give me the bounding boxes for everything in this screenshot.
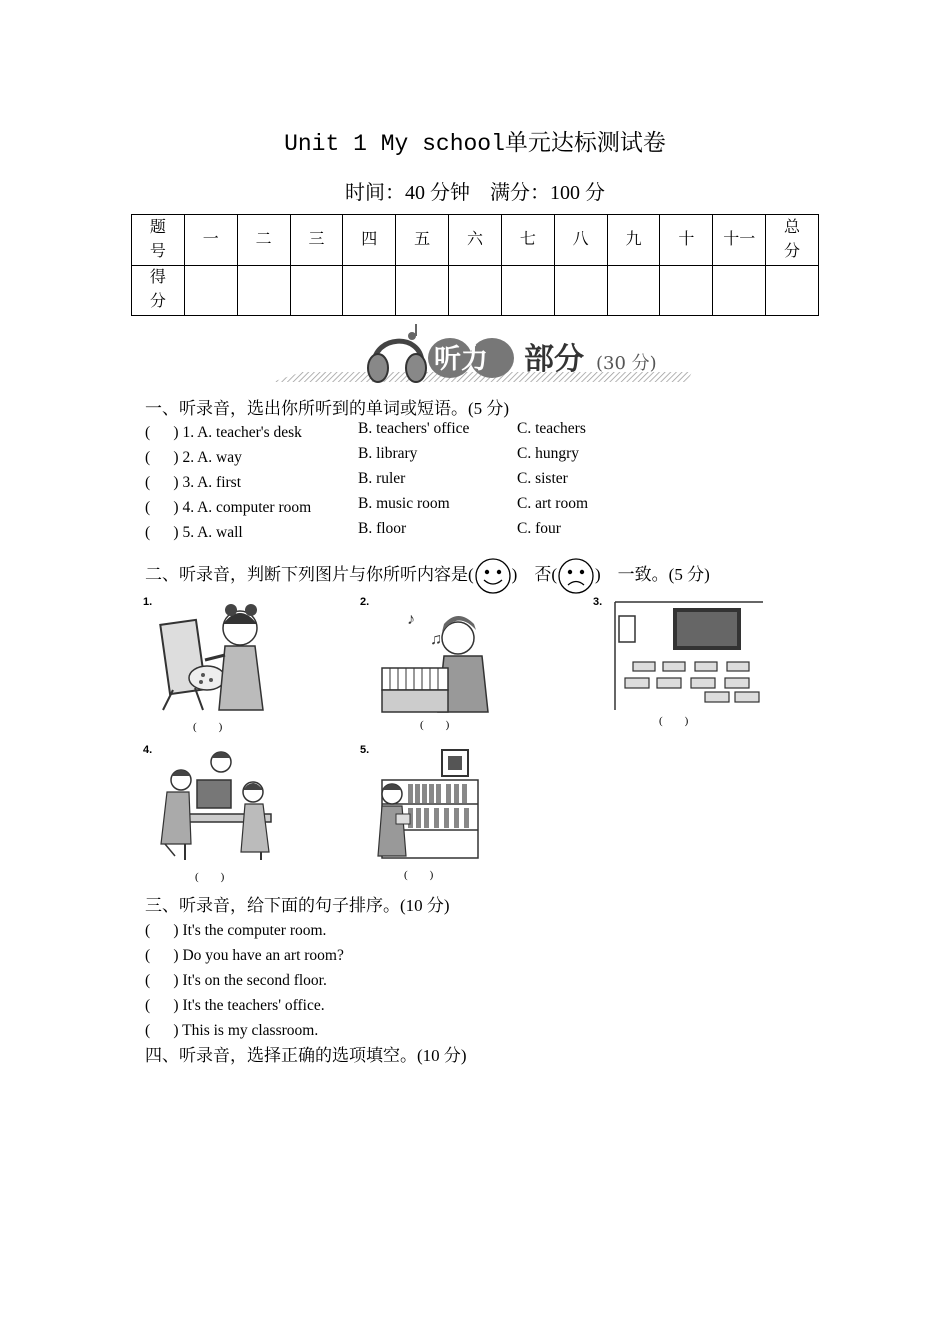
banner-part2: 部分 bbox=[524, 342, 584, 377]
score-cell[interactable] bbox=[554, 265, 607, 316]
computer-room-kids-icon bbox=[145, 748, 275, 868]
score-table-col: 九 bbox=[607, 215, 660, 266]
section3-heading: 三、听录音，给下面的句子排序。(10 分) bbox=[145, 896, 450, 915]
smiley-face-icon bbox=[474, 557, 512, 595]
score-table-label-cell: 题 号 bbox=[132, 215, 185, 266]
svg-text:♫: ♫ bbox=[430, 631, 442, 648]
score-table-col: 六 bbox=[449, 215, 502, 266]
score-table-score-row bbox=[132, 265, 819, 316]
score-table-col: 十一 bbox=[713, 215, 766, 266]
title-chinese: 单元达标测试卷 bbox=[504, 130, 666, 155]
score-table-col: 四 bbox=[343, 215, 396, 266]
exam-info: 时间：40 分钟 满分：100 分 bbox=[345, 182, 605, 204]
score-table-col: 一 bbox=[184, 215, 237, 266]
title-english: Unit 1 My school bbox=[284, 131, 505, 157]
score-cell[interactable] bbox=[343, 265, 396, 316]
score-table-label-cell: 得 分 bbox=[132, 265, 185, 316]
score-cell[interactable] bbox=[237, 265, 290, 316]
section2-heading: 二、听录音，判断下列图片与你所听内容是( ) 否( ) 一致。(5 分) bbox=[145, 556, 710, 595]
score-table-col: 七 bbox=[501, 215, 554, 266]
picture-5: 5. ( ) bbox=[362, 748, 482, 883]
art-room-girl-painting-icon bbox=[145, 600, 275, 718]
score-cell[interactable] bbox=[607, 265, 660, 316]
page-title bbox=[0, 124, 950, 157]
music-room-boy-piano-icon bbox=[362, 600, 497, 718]
score-cell[interactable] bbox=[713, 265, 766, 316]
score-table-total-cell: 总 分 bbox=[766, 215, 819, 266]
banner-points: (30 分) bbox=[596, 353, 657, 374]
library-boy-reading-icon bbox=[362, 748, 482, 860]
svg-text:♪: ♪ bbox=[407, 611, 415, 628]
picture-3: 3. ( ) bbox=[595, 600, 765, 735]
score-cell[interactable] bbox=[396, 265, 449, 316]
score-table-col: 五 bbox=[396, 215, 449, 266]
picture-1: 1. ( ) bbox=[145, 600, 275, 735]
score-table-header-row bbox=[132, 215, 819, 266]
sad-face-icon bbox=[557, 557, 595, 595]
score-cell[interactable] bbox=[449, 265, 502, 316]
section4-heading: 四、听录音，选择正确的选项填空。(10 分) bbox=[145, 1046, 467, 1065]
score-cell[interactable] bbox=[766, 265, 819, 316]
score-table bbox=[131, 214, 819, 316]
score-table-col: 三 bbox=[290, 215, 343, 266]
section1-heading: 一、听录音，选出你所听到的单词或短语。(5 分) bbox=[145, 399, 510, 418]
picture-2: 2. ♪ ♫ ( ) bbox=[362, 600, 497, 735]
picture-4: 4. ( ) bbox=[145, 748, 275, 883]
classroom-desks-icon bbox=[595, 600, 765, 712]
score-cell[interactable] bbox=[501, 265, 554, 316]
score-table-col: 八 bbox=[554, 215, 607, 266]
score-cell[interactable] bbox=[660, 265, 713, 316]
score-table-col: 二 bbox=[237, 215, 290, 266]
banner-part1: 听力 bbox=[434, 344, 488, 375]
score-cell[interactable] bbox=[184, 265, 237, 316]
listening-section-banner bbox=[262, 322, 692, 388]
score-table-col: 十 bbox=[660, 215, 713, 266]
score-cell[interactable] bbox=[290, 265, 343, 316]
